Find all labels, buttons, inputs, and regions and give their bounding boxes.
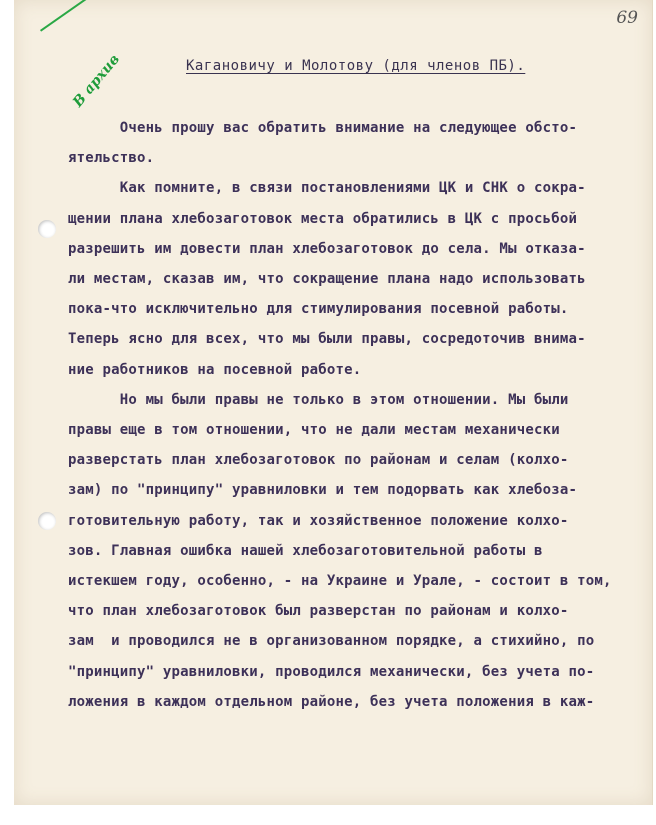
text-line: что план хлебозаготовок был разверстан по районам и колхо- <box>68 603 569 620</box>
document-title: Кагановичу и Молотову (для членов ПБ). <box>186 58 526 74</box>
text-line: Теперь ясно для всех, что мы были правы, сосредоточив внима- <box>68 331 586 348</box>
text-line: зам и проводился не в организованном порядке, а стихийно, по <box>68 633 595 650</box>
text-line: "принципу" уравниловки, проводился механически, без учета по- <box>68 663 595 680</box>
text-line: зов. Главная ошибка нашей хлебозаготовительной работы в <box>68 542 543 559</box>
punch-hole <box>38 512 56 530</box>
text-line: истекшем году, особенно, - на Украине и Урале, - состоит в том, <box>68 573 612 589</box>
text-line: ли местам, сказав им, что сокращение плана надо использовать <box>68 271 586 287</box>
text-line: зам) по "принципу" уравниловки и тем подорвать как хлебоза- <box>68 482 578 499</box>
text-line: Но мы были правы не только в этом отношении. Мы были <box>68 391 569 408</box>
archive-annotation: В архив <box>70 51 123 111</box>
text-line: разверстать план хлебозаготовок по районам и селам (колхо- <box>68 452 569 469</box>
punch-hole <box>38 220 56 238</box>
text-line: разрешить им довести план хлебозаготовок до села. Мы отказа- <box>68 240 586 257</box>
text-line: готовительную работу, так и хозяйственное положение колхо- <box>68 512 569 529</box>
text-line: пока-что исключительно для стимулирования посевной работы. <box>68 301 569 318</box>
text-line: ложения в каждом отдельном районе, без учета положения в каж- <box>68 693 595 710</box>
text-line: правы еще в том отношении, что не дали местам механически <box>68 422 560 438</box>
text-line: Как помните, в связи постановлениями ЦК и СНК о сокра- <box>68 180 586 197</box>
text-line: Очень прошу вас обратить внимание на следующее обсто- <box>68 120 578 136</box>
text-line: ятельство. <box>68 150 155 167</box>
page-number: 69 <box>616 8 638 28</box>
text-line: щении плана хлебозаготовок места обратились в ЦК с просьбой <box>68 210 578 227</box>
text-line: ние работников на посевной работе. <box>68 361 362 378</box>
